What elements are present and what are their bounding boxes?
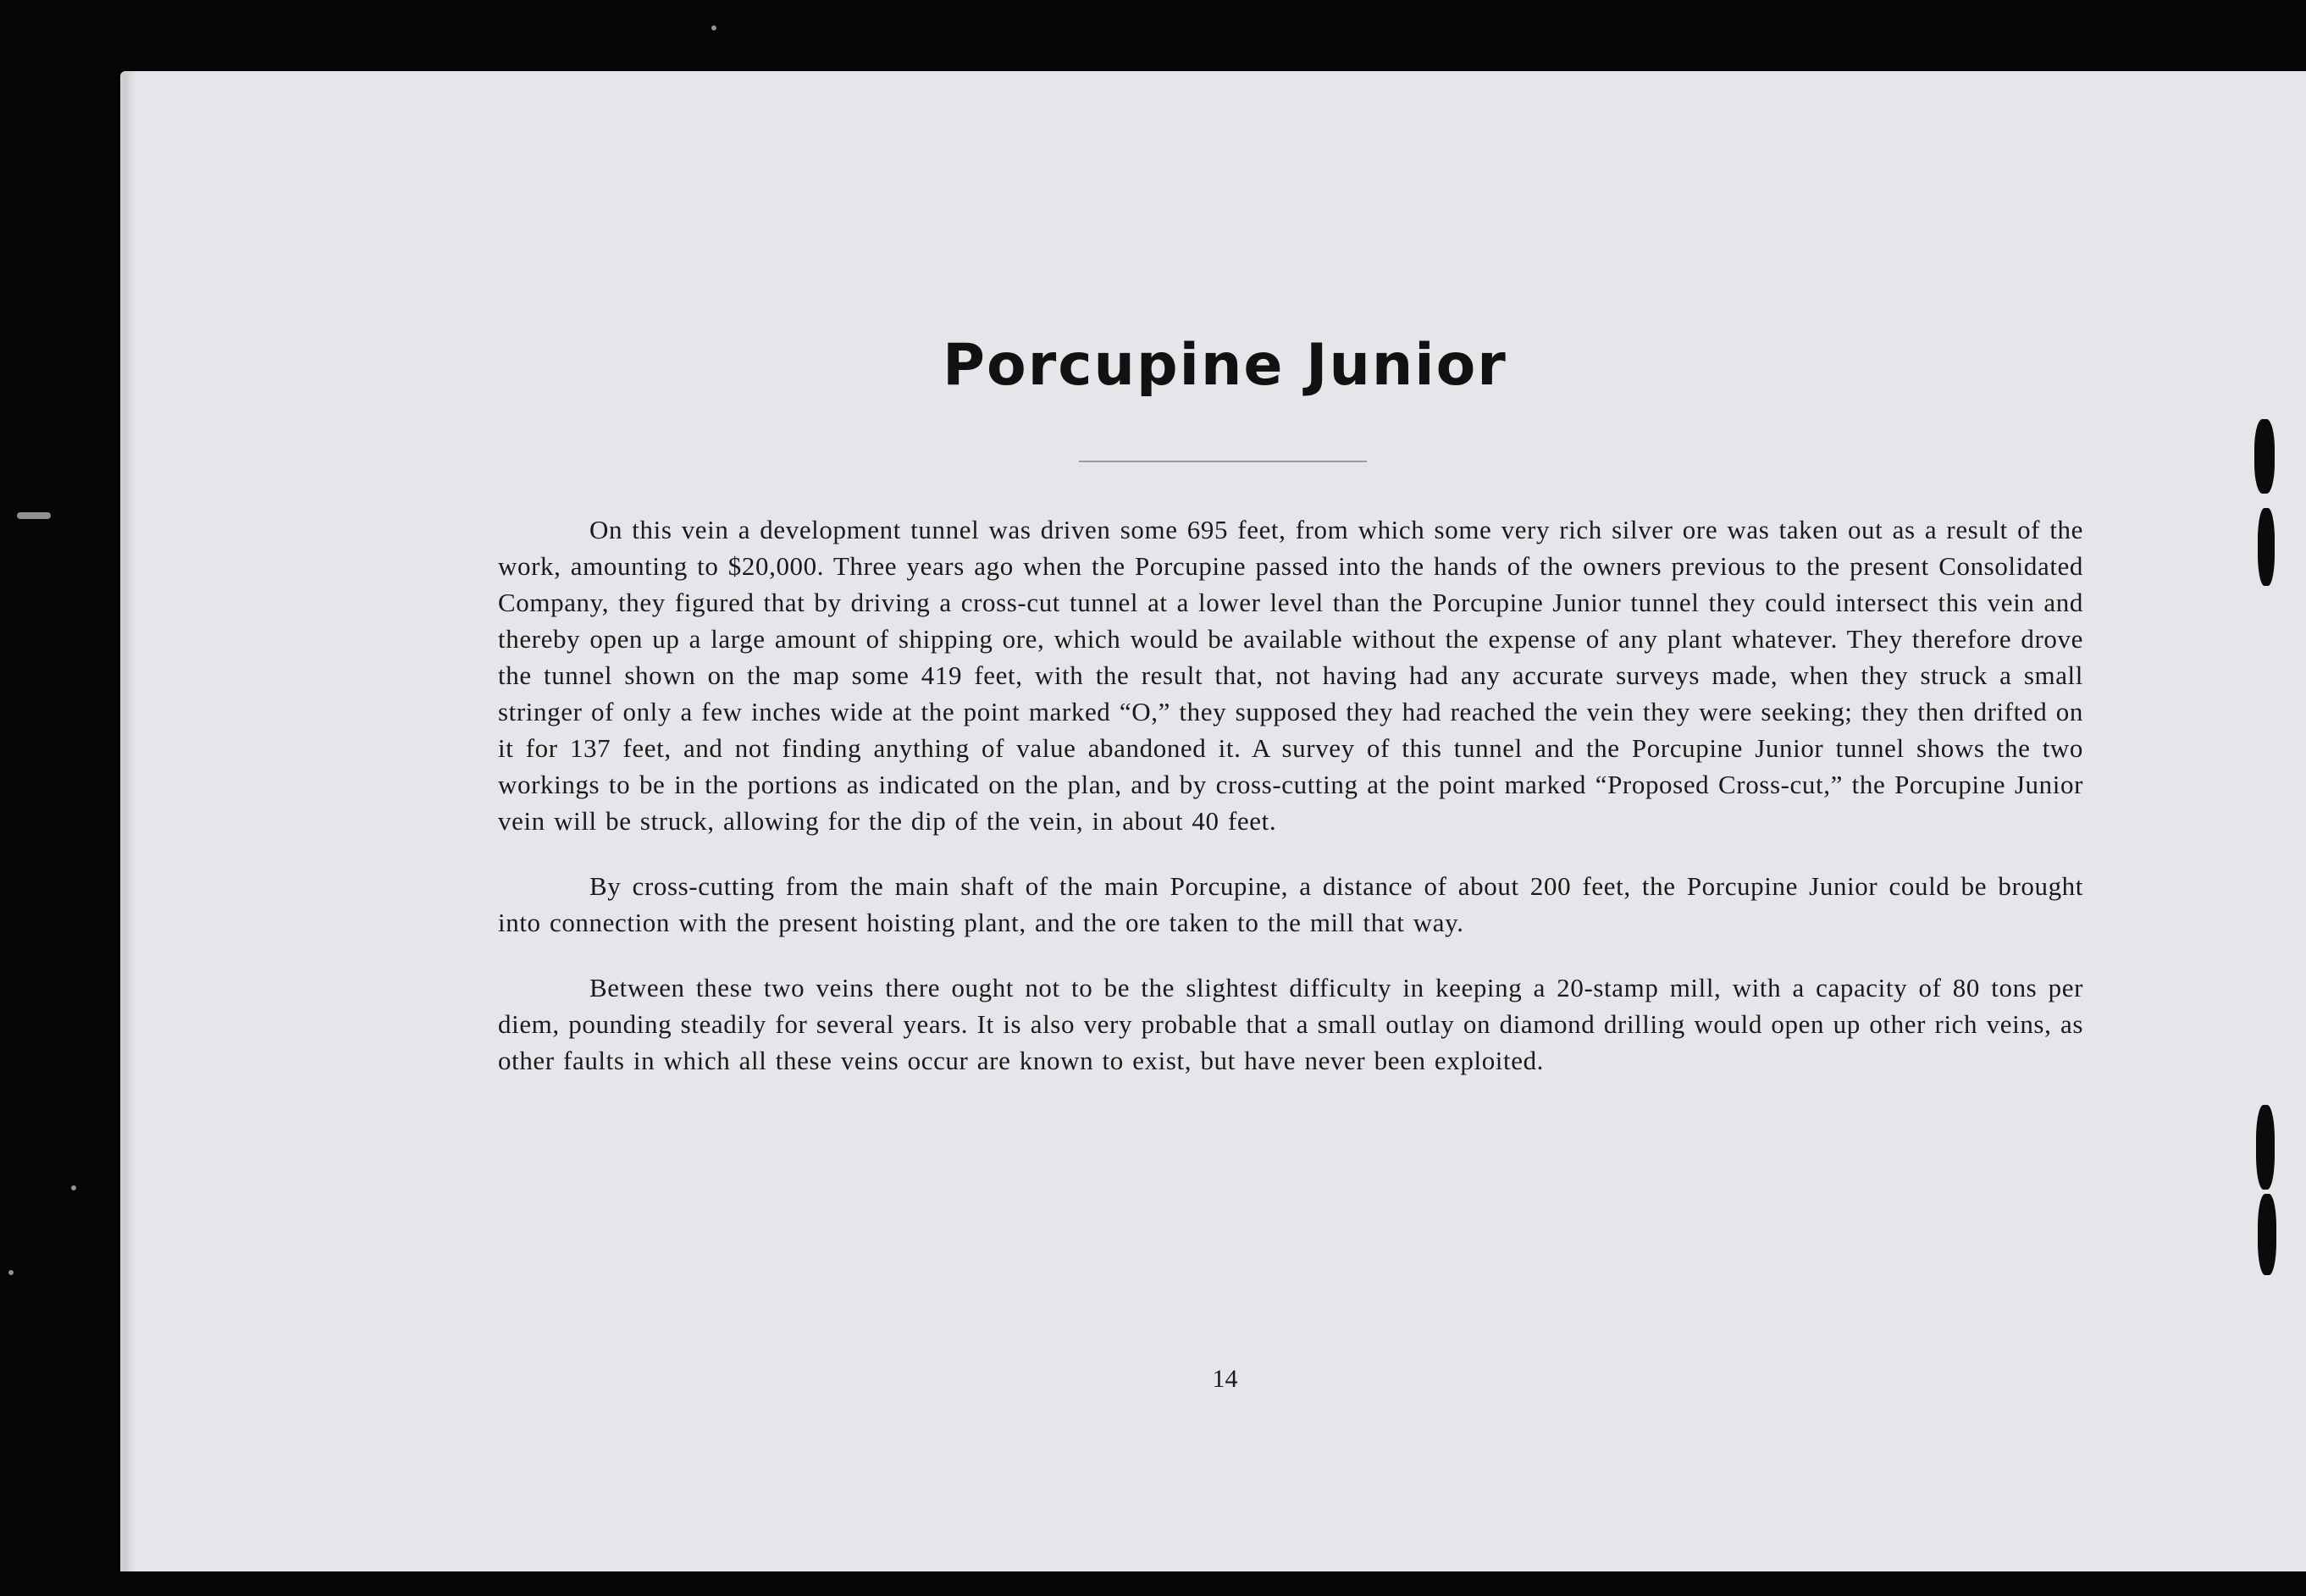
dust-speck [17, 512, 51, 519]
page-title: Porcupine Junior [943, 332, 1507, 399]
binding-mark-bottom [2258, 1194, 2276, 1275]
binding-mark-lower [2256, 1105, 2275, 1190]
binding-mark-upper [2258, 508, 2275, 586]
dust-speck [71, 1185, 76, 1190]
title-divider [1079, 461, 1367, 462]
page-number: 14 [1212, 1365, 1238, 1393]
binding-mark-top [2254, 419, 2275, 494]
paragraph-2: By cross-cutting from the main shaft of the main Porcupine, a distance of about 200 feet, the Porcupine Junior could be brought into connection with the present hoisting plant, and the ore taken to the mill that way. [498, 871, 2083, 937]
dust-speck [8, 1270, 14, 1275]
body-text [498, 511, 2083, 1107]
paragraph-3: Between these two veins there ought not to be the slightest difficulty in keeping a 20-stamp mill, with a capacity of 80 tons per diem, pounding steadily for several years. It is also very probable that a small outlay on diamond drilling would open up other rich veins, as other faults in which all these veins occur are known to exist, but have never been exploited. [498, 973, 2083, 1075]
dust-speck [711, 25, 716, 30]
document-page [120, 71, 2306, 1571]
paragraph-1: On this vein a development tunnel was driven some 695 feet, from which some very rich silver ore was taken out as a result of the work, amounting to $20,000. Three years ago when the Porcupine passed into the hands of the owners previous to the present Consolidated Company, they figured that by driving a cross-cut tunnel at a lower level than the Porcupine Junior tunnel they could intersect this vein and thereby open up a large amount of shipping ore, which would be available without the expense of any plant whatever. They therefore drove the tunnel shown on the map some 419 feet, with the result that, not having had any accurate surveys made, when they struck a small stringer of only a few inches wide at the point marked “O,” they supposed they had reached the vein they were seeking; they then drifted on it for 137 feet, and not finding anything of value abandoned it. A survey of this tunnel and the Porcupine Junior tunnel shows the two workings to be in the portions as indicated on the plan, and by cross-cutting at the point marked “Proposed Cross-cut,” the Porcupine Junior vein will be struck, allowing for the dip of the vein, in about 40 feet. [498, 515, 2083, 836]
